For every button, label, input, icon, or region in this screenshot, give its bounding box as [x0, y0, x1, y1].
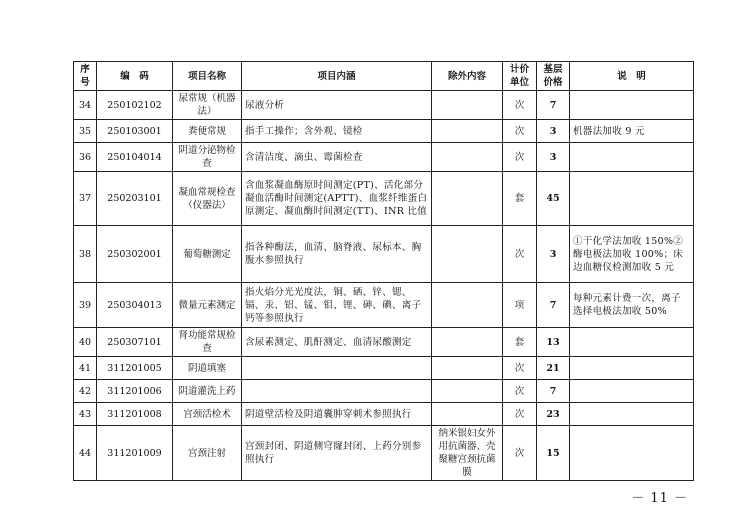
header-name: 项目名称	[173, 62, 242, 91]
cell-seq: 41	[74, 357, 97, 380]
cell-name: 阴道分泌物检查	[173, 143, 242, 172]
cell-code: 311201006	[97, 380, 173, 403]
cell-code: 311201009	[97, 426, 173, 481]
cell-name: 微量元素测定	[173, 283, 242, 328]
cell-note	[570, 143, 694, 172]
cell-code: 250307101	[97, 328, 173, 357]
cell-name: 葡萄糖测定	[173, 226, 242, 283]
cell-code: 250103001	[97, 120, 173, 143]
table-row	[74, 172, 694, 226]
cell-excluded	[432, 120, 503, 143]
cell-unit: 次	[503, 143, 537, 172]
cell-price: 45	[537, 172, 570, 226]
cell-note: 每种元素计费一次，离子选择电极法加收 50%	[570, 283, 694, 328]
cell-price: 7	[537, 91, 570, 120]
cell-name: 尿常规（机器法）	[173, 91, 242, 120]
cell-note	[570, 172, 694, 226]
page-number: － 11 －	[631, 491, 688, 506]
header-price: 基层价格	[537, 62, 570, 91]
table-row	[74, 283, 694, 328]
cell-price: 15	[537, 426, 570, 481]
cell-code: 250102102	[97, 91, 173, 120]
table-row	[74, 328, 694, 357]
cell-content: 宫颈封闭、阴道侧穹窿封闭、上药分别参照执行	[242, 426, 432, 481]
cell-seq: 39	[74, 283, 97, 328]
cell-content: 含血浆凝血酶原时间测定(PT)、活化部分凝血活酶时间测定(APTT)、血浆纤维蛋白原测定、凝血酶时间测定(TT)、INR 比值	[242, 172, 432, 226]
cell-code: 250302001	[97, 226, 173, 283]
cell-name: 宫颈注射	[173, 426, 242, 481]
cell-excluded	[432, 380, 503, 403]
cell-content: 尿液分析	[242, 91, 432, 120]
cell-price: 7	[537, 380, 570, 403]
table-row	[74, 91, 694, 120]
cell-content: 指各种酶法，血清、脑脊液、尿标本、胸腹水参照执行	[242, 226, 432, 283]
header-seq: 序号	[74, 62, 97, 91]
table-row	[74, 403, 694, 426]
cell-unit: 项	[503, 283, 537, 328]
cell-unit: 次	[503, 426, 537, 481]
header-unit: 计价单位	[503, 62, 537, 91]
table-row	[74, 380, 694, 403]
cell-seq: 35	[74, 120, 97, 143]
cell-excluded	[432, 328, 503, 357]
cell-note	[570, 91, 694, 120]
cell-note: 机器法加收 9 元	[570, 120, 694, 143]
cell-price: 13	[537, 328, 570, 357]
cell-name: 肾功能常规检查	[173, 328, 242, 357]
cell-price: 7	[537, 283, 570, 328]
cell-unit: 套	[503, 172, 537, 226]
header-code: 编 码	[97, 62, 173, 91]
cell-name: 阴道灌洗上药	[173, 380, 242, 403]
cell-unit: 次	[503, 380, 537, 403]
cell-excluded: 纳米银妇女外用抗菌器、壳聚糖宫颈抗菌膜	[432, 426, 503, 481]
cell-name: 阴道填塞	[173, 357, 242, 380]
header-note: 说 明	[570, 62, 694, 91]
cell-note: ①干化学法加收 150%②酶电极法加收 100%；床边血糖仪检测加收 5 元	[570, 226, 694, 283]
cell-price: 21	[537, 357, 570, 380]
cell-content	[242, 357, 432, 380]
cell-note	[570, 380, 694, 403]
header-content: 项目内涵	[242, 62, 432, 91]
cell-seq: 37	[74, 172, 97, 226]
cell-seq: 36	[74, 143, 97, 172]
cell-content: 阴道壁活检及阴道囊肿穿刺术参照执行	[242, 403, 432, 426]
cell-unit: 次	[503, 226, 537, 283]
cell-excluded	[432, 172, 503, 226]
cell-seq: 34	[74, 91, 97, 120]
cell-name: 粪便常规	[173, 120, 242, 143]
cell-code: 250304013	[97, 283, 173, 328]
cell-excluded	[432, 283, 503, 328]
cell-seq: 38	[74, 226, 97, 283]
cell-note	[570, 426, 694, 481]
table-header-row	[74, 62, 694, 91]
cell-price: 23	[537, 403, 570, 426]
cell-excluded	[432, 226, 503, 283]
cell-code: 250203101	[97, 172, 173, 226]
table-row	[74, 226, 694, 283]
cell-unit: 次	[503, 91, 537, 120]
cell-code: 311201008	[97, 403, 173, 426]
cell-excluded	[432, 143, 503, 172]
cell-note	[570, 403, 694, 426]
cell-content: 含清洁度、滴虫、霉菌检查	[242, 143, 432, 172]
cell-unit: 套	[503, 328, 537, 357]
table-row	[74, 120, 694, 143]
header-excluded: 除外内容	[432, 62, 503, 91]
cell-seq: 40	[74, 328, 97, 357]
cell-note	[570, 328, 694, 357]
cell-content: 指手工操作；含外观、镜检	[242, 120, 432, 143]
cell-seq: 42	[74, 380, 97, 403]
cell-content: 含尿素测定、肌酐测定、血清尿酸测定	[242, 328, 432, 357]
cell-name: 凝血常规检查（仪器法）	[173, 172, 242, 226]
cell-seq: 44	[74, 426, 97, 481]
cell-content	[242, 380, 432, 403]
cell-price: 3	[537, 143, 570, 172]
cell-note	[570, 357, 694, 380]
cell-seq: 43	[74, 403, 97, 426]
table-row	[74, 143, 694, 172]
cell-unit: 次	[503, 357, 537, 380]
table-row	[74, 357, 694, 380]
cell-name: 宫颈活检术	[173, 403, 242, 426]
cell-price: 3	[537, 226, 570, 283]
cell-excluded	[432, 403, 503, 426]
cell-unit: 次	[503, 403, 537, 426]
cell-code: 311201005	[97, 357, 173, 380]
price-table	[73, 61, 694, 481]
cell-price: 3	[537, 120, 570, 143]
cell-content: 指火焰分光光度法，铜、硒、锌、锶、镉、汞、铝、锰、钼、锂、砷、碘、离子钙等参照执行	[242, 283, 432, 328]
cell-unit: 次	[503, 120, 537, 143]
cell-excluded	[432, 91, 503, 120]
table-row	[74, 426, 694, 481]
cell-code: 250104014	[97, 143, 173, 172]
cell-excluded	[432, 357, 503, 380]
